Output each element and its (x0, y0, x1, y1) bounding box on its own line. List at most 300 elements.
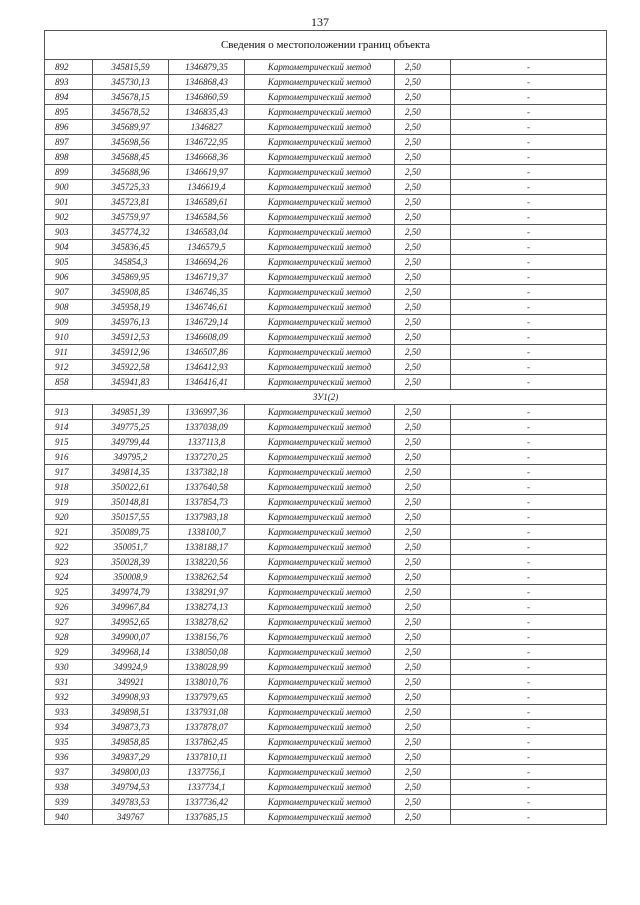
method-cell: Картометрический метод (245, 600, 395, 615)
method-cell: Картометрический метод (245, 750, 395, 765)
coord-y-cell: 1338100,7 (169, 525, 245, 540)
coord-x-cell: 345854,3 (93, 255, 169, 270)
coord-y-cell: 1346879,35 (169, 60, 245, 75)
note-cell: - (451, 150, 607, 165)
point-number-cell: 931 (45, 675, 93, 690)
table-row (45, 105, 607, 120)
coord-x-cell: 345688,45 (93, 150, 169, 165)
accuracy-cell: 2,50 (395, 615, 451, 630)
method-cell: Картометрический метод (245, 420, 395, 435)
method-cell: Картометрический метод (245, 720, 395, 735)
method-cell: Картометрический метод (245, 330, 395, 345)
coord-x-cell: 345976,13 (93, 315, 169, 330)
point-number-cell: 912 (45, 360, 93, 375)
table-row (45, 525, 607, 540)
point-number-cell: 937 (45, 765, 93, 780)
point-number-cell: 907 (45, 285, 93, 300)
method-cell: Картометрический метод (245, 510, 395, 525)
accuracy-cell: 2,50 (395, 495, 451, 510)
table-row (45, 285, 607, 300)
method-cell: Картометрический метод (245, 630, 395, 645)
method-cell: Картометрический метод (245, 780, 395, 795)
accuracy-cell: 2,50 (395, 750, 451, 765)
coord-y-cell: 1337270,25 (169, 450, 245, 465)
table-row (45, 60, 607, 75)
coord-y-cell: 1346619,97 (169, 165, 245, 180)
point-number-cell: 898 (45, 150, 93, 165)
method-cell: Картометрический метод (245, 315, 395, 330)
table-row (45, 735, 607, 750)
coord-x-cell: 349783,53 (93, 795, 169, 810)
coord-y-cell: 1346722,95 (169, 135, 245, 150)
coord-y-cell: 1337931,08 (169, 705, 245, 720)
method-cell: Картометрический метод (245, 645, 395, 660)
note-cell: - (451, 810, 607, 825)
note-cell: - (451, 660, 607, 675)
table-row (45, 180, 607, 195)
coord-y-cell: 1346583,04 (169, 225, 245, 240)
method-cell: Картометрический метод (245, 105, 395, 120)
coord-x-cell: 345836,45 (93, 240, 169, 255)
table-row (45, 345, 607, 360)
point-number-cell: 899 (45, 165, 93, 180)
table-row (45, 120, 607, 135)
coord-y-cell: 1346719,37 (169, 270, 245, 285)
coord-y-cell: 1338050,08 (169, 645, 245, 660)
table-title-row (45, 31, 607, 60)
accuracy-cell: 2,50 (395, 735, 451, 750)
accuracy-cell: 2,50 (395, 120, 451, 135)
accuracy-cell: 2,50 (395, 480, 451, 495)
method-cell: Картометрический метод (245, 555, 395, 570)
note-cell: - (451, 450, 607, 465)
accuracy-cell: 2,50 (395, 285, 451, 300)
coord-y-cell: 1346746,61 (169, 300, 245, 315)
point-number-cell: 905 (45, 255, 93, 270)
accuracy-cell: 2,50 (395, 345, 451, 360)
coord-x-cell: 345678,15 (93, 90, 169, 105)
table-row (45, 255, 607, 270)
coord-y-cell: 1346729,14 (169, 315, 245, 330)
note-cell: - (451, 120, 607, 135)
table-row (45, 315, 607, 330)
table-row (45, 615, 607, 630)
accuracy-cell: 2,50 (395, 795, 451, 810)
method-cell: Картометрический метод (245, 705, 395, 720)
coord-x-cell: 345815,59 (93, 60, 169, 75)
accuracy-cell: 2,50 (395, 645, 451, 660)
table-row (45, 705, 607, 720)
accuracy-cell: 2,50 (395, 435, 451, 450)
table-row (45, 570, 607, 585)
accuracy-cell: 2,50 (395, 195, 451, 210)
method-cell: Картометрический метод (245, 120, 395, 135)
accuracy-cell: 2,50 (395, 270, 451, 285)
point-number-cell: 892 (45, 60, 93, 75)
accuracy-cell: 2,50 (395, 420, 451, 435)
table-row (45, 330, 607, 345)
coord-y-cell: 1338188,17 (169, 540, 245, 555)
note-cell: - (451, 795, 607, 810)
note-cell: - (451, 345, 607, 360)
accuracy-cell: 2,50 (395, 240, 451, 255)
point-number-cell: 913 (45, 405, 93, 420)
method-cell: Картометрический метод (245, 195, 395, 210)
table-row (45, 375, 607, 390)
coord-y-cell: 1338220,56 (169, 555, 245, 570)
point-number-cell: 936 (45, 750, 93, 765)
table-row (45, 600, 607, 615)
method-cell: Картометрический метод (245, 345, 395, 360)
coord-x-cell: 349767 (93, 810, 169, 825)
accuracy-cell: 2,50 (395, 60, 451, 75)
coord-y-cell: 1337810,11 (169, 750, 245, 765)
accuracy-cell: 2,50 (395, 600, 451, 615)
coord-y-cell: 1337756,1 (169, 765, 245, 780)
coord-x-cell: 350022,61 (93, 480, 169, 495)
accuracy-cell: 2,50 (395, 105, 451, 120)
note-cell: - (451, 645, 607, 660)
table-row (45, 780, 607, 795)
boundary-coordinates-table (44, 30, 607, 825)
point-number-cell: 929 (45, 645, 93, 660)
coord-y-cell: 1337685,15 (169, 810, 245, 825)
accuracy-cell: 2,50 (395, 330, 451, 345)
note-cell: - (451, 525, 607, 540)
note-cell: - (451, 90, 607, 105)
note-cell: - (451, 570, 607, 585)
note-cell: - (451, 600, 607, 615)
coord-y-cell: 1337382,18 (169, 465, 245, 480)
coord-y-cell: 1346746,35 (169, 285, 245, 300)
point-number-cell: 895 (45, 105, 93, 120)
coord-y-cell: 1338291,97 (169, 585, 245, 600)
method-cell: Картометрический метод (245, 465, 395, 480)
coord-y-cell: 1346619,4 (169, 180, 245, 195)
accuracy-cell: 2,50 (395, 375, 451, 390)
accuracy-cell: 2,50 (395, 675, 451, 690)
accuracy-cell: 2,50 (395, 705, 451, 720)
point-number-cell: 897 (45, 135, 93, 150)
table-row (45, 660, 607, 675)
coord-x-cell: 349795,2 (93, 450, 169, 465)
coord-y-cell: 1337734,1 (169, 780, 245, 795)
table-row (45, 585, 607, 600)
note-cell: - (451, 465, 607, 480)
method-cell: Картометрический метод (245, 690, 395, 705)
accuracy-cell: 2,50 (395, 630, 451, 645)
point-number-cell: 904 (45, 240, 93, 255)
point-number-cell: 930 (45, 660, 93, 675)
coord-y-cell: 1346589,61 (169, 195, 245, 210)
accuracy-cell: 2,50 (395, 165, 451, 180)
coord-y-cell: 1346584,56 (169, 210, 245, 225)
note-cell: - (451, 510, 607, 525)
table-row (45, 270, 607, 285)
point-number-cell: 916 (45, 450, 93, 465)
method-cell: Картометрический метод (245, 240, 395, 255)
note-cell: - (451, 315, 607, 330)
coord-y-cell: 1337878,07 (169, 720, 245, 735)
accuracy-cell: 2,50 (395, 570, 451, 585)
method-cell: Картометрический метод (245, 525, 395, 540)
method-cell: Картометрический метод (245, 660, 395, 675)
coord-y-cell: 1337862,45 (169, 735, 245, 750)
note-cell: - (451, 360, 607, 375)
coord-y-cell: 1346507,86 (169, 345, 245, 360)
table-row (45, 675, 607, 690)
point-number-cell: 858 (45, 375, 93, 390)
coord-x-cell: 345912,53 (93, 330, 169, 345)
method-cell: Картометрический метод (245, 495, 395, 510)
accuracy-cell: 2,50 (395, 150, 451, 165)
point-number-cell: 939 (45, 795, 93, 810)
note-cell: - (451, 285, 607, 300)
table-row (45, 540, 607, 555)
coord-x-cell: 350148,81 (93, 495, 169, 510)
table-row (45, 435, 607, 450)
point-number-cell: 906 (45, 270, 93, 285)
point-number-cell: 918 (45, 480, 93, 495)
accuracy-cell: 2,50 (395, 315, 451, 330)
accuracy-cell: 2,50 (395, 225, 451, 240)
table-row (45, 195, 607, 210)
point-number-cell: 923 (45, 555, 93, 570)
coord-x-cell: 349794,53 (93, 780, 169, 795)
table-row (45, 75, 607, 90)
coord-x-cell: 349814,35 (93, 465, 169, 480)
table-row (45, 135, 607, 150)
coord-y-cell: 1346694,26 (169, 255, 245, 270)
table-row (45, 165, 607, 180)
point-number-cell: 940 (45, 810, 93, 825)
point-number-cell: 893 (45, 75, 93, 90)
note-cell: - (451, 780, 607, 795)
coord-x-cell: 345774,32 (93, 225, 169, 240)
note-cell: - (451, 705, 607, 720)
coord-y-cell: 1338010,76 (169, 675, 245, 690)
note-cell: - (451, 690, 607, 705)
point-number-cell: 914 (45, 420, 93, 435)
note-cell: - (451, 420, 607, 435)
coord-x-cell: 350028,39 (93, 555, 169, 570)
coord-y-cell: 1337640,58 (169, 480, 245, 495)
accuracy-cell: 2,50 (395, 555, 451, 570)
coord-y-cell: 1346412,93 (169, 360, 245, 375)
table-row (45, 795, 607, 810)
coord-y-cell: 1346668,36 (169, 150, 245, 165)
coord-x-cell: 349837,29 (93, 750, 169, 765)
method-cell: Картометрический метод (245, 765, 395, 780)
table-row (45, 360, 607, 375)
coord-y-cell: 1337854,73 (169, 495, 245, 510)
method-cell: Картометрический метод (245, 570, 395, 585)
accuracy-cell: 2,50 (395, 690, 451, 705)
section-row (45, 390, 607, 405)
note-cell: - (451, 435, 607, 450)
coord-x-cell: 349799,44 (93, 435, 169, 450)
coord-y-cell: 1338274,13 (169, 600, 245, 615)
note-cell: - (451, 675, 607, 690)
coord-x-cell: 350157,55 (93, 510, 169, 525)
coord-y-cell: 1337113,8 (169, 435, 245, 450)
point-number-cell: 901 (45, 195, 93, 210)
method-cell: Картометрический метод (245, 255, 395, 270)
table-row (45, 240, 607, 255)
method-cell: Картометрический метод (245, 795, 395, 810)
accuracy-cell: 2,50 (395, 660, 451, 675)
point-number-cell: 933 (45, 705, 93, 720)
table-body (45, 31, 607, 825)
table-row (45, 630, 607, 645)
accuracy-cell: 2,50 (395, 585, 451, 600)
point-number-cell: 921 (45, 525, 93, 540)
coord-y-cell: 1336997,36 (169, 405, 245, 420)
method-cell: Картометрический метод (245, 450, 395, 465)
table-row (45, 750, 607, 765)
coord-x-cell: 350051,7 (93, 540, 169, 555)
table-row (45, 810, 607, 825)
note-cell: - (451, 585, 607, 600)
accuracy-cell: 2,50 (395, 300, 451, 315)
point-number-cell: 908 (45, 300, 93, 315)
coord-y-cell: 1346860,59 (169, 90, 245, 105)
coord-x-cell: 345908,85 (93, 285, 169, 300)
accuracy-cell: 2,50 (395, 510, 451, 525)
coord-y-cell: 1346868,43 (169, 75, 245, 90)
method-cell: Картометрический метод (245, 360, 395, 375)
accuracy-cell: 2,50 (395, 720, 451, 735)
note-cell: - (451, 615, 607, 630)
coord-y-cell: 1338156,76 (169, 630, 245, 645)
coord-x-cell: 349924,9 (93, 660, 169, 675)
coord-x-cell: 345958,19 (93, 300, 169, 315)
table-row (45, 495, 607, 510)
coord-x-cell: 345759,97 (93, 210, 169, 225)
coord-x-cell: 345723,81 (93, 195, 169, 210)
method-cell: Картометрический метод (245, 210, 395, 225)
coord-x-cell: 349851,39 (93, 405, 169, 420)
coord-x-cell: 349974,79 (93, 585, 169, 600)
point-number-cell: 922 (45, 540, 93, 555)
table-row (45, 510, 607, 525)
coord-x-cell: 345725,33 (93, 180, 169, 195)
note-cell: - (451, 375, 607, 390)
coord-x-cell: 349952,65 (93, 615, 169, 630)
note-cell: - (451, 735, 607, 750)
coord-x-cell: 349968,14 (93, 645, 169, 660)
coord-x-cell: 349775,25 (93, 420, 169, 435)
method-cell: Картометрический метод (245, 90, 395, 105)
accuracy-cell: 2,50 (395, 780, 451, 795)
coord-x-cell: 349967,84 (93, 600, 169, 615)
point-number-cell: 911 (45, 345, 93, 360)
table-row (45, 765, 607, 780)
accuracy-cell: 2,50 (395, 255, 451, 270)
note-cell: - (451, 765, 607, 780)
table-row (45, 150, 607, 165)
point-number-cell: 902 (45, 210, 93, 225)
note-cell: - (451, 105, 607, 120)
coord-x-cell: 345869,95 (93, 270, 169, 285)
method-cell: Картометрический метод (245, 285, 395, 300)
page-number: 137 (311, 15, 329, 29)
coord-x-cell: 345922,58 (93, 360, 169, 375)
point-number-cell: 894 (45, 90, 93, 105)
accuracy-cell: 2,50 (395, 810, 451, 825)
method-cell: Картометрический метод (245, 405, 395, 420)
point-number-cell: 909 (45, 315, 93, 330)
method-cell: Картометрический метод (245, 270, 395, 285)
method-cell: Картометрический метод (245, 585, 395, 600)
point-number-cell: 932 (45, 690, 93, 705)
coord-x-cell: 350089,75 (93, 525, 169, 540)
note-cell: - (451, 630, 607, 645)
coord-y-cell: 1337038,09 (169, 420, 245, 435)
table-title: Сведения о местоположении границ объекта (45, 31, 607, 60)
table-row (45, 420, 607, 435)
method-cell: Картометрический метод (245, 675, 395, 690)
note-cell: - (451, 255, 607, 270)
coord-x-cell: 345688,96 (93, 165, 169, 180)
accuracy-cell: 2,50 (395, 540, 451, 555)
accuracy-cell: 2,50 (395, 75, 451, 90)
note-cell: - (451, 240, 607, 255)
table-row (45, 465, 607, 480)
table-row (45, 480, 607, 495)
note-cell: - (451, 75, 607, 90)
coord-x-cell: 349900,07 (93, 630, 169, 645)
accuracy-cell: 2,50 (395, 765, 451, 780)
coord-x-cell: 349873,73 (93, 720, 169, 735)
method-cell: Картометрический метод (245, 735, 395, 750)
note-cell: - (451, 720, 607, 735)
point-number-cell: 919 (45, 495, 93, 510)
coord-y-cell: 1346608,09 (169, 330, 245, 345)
method-cell: Картометрический метод (245, 60, 395, 75)
point-number-cell: 910 (45, 330, 93, 345)
table-row (45, 90, 607, 105)
method-cell: Картометрический метод (245, 435, 395, 450)
method-cell: Картометрический метод (245, 225, 395, 240)
coord-x-cell: 345730,13 (93, 75, 169, 90)
method-cell: Картометрический метод (245, 615, 395, 630)
coord-y-cell: 1346579,5 (169, 240, 245, 255)
point-number-cell: 938 (45, 780, 93, 795)
point-number-cell: 903 (45, 225, 93, 240)
table-row (45, 225, 607, 240)
coord-x-cell: 349908,93 (93, 690, 169, 705)
coord-x-cell: 345698,56 (93, 135, 169, 150)
note-cell: - (451, 540, 607, 555)
method-cell: Картометрический метод (245, 480, 395, 495)
coord-y-cell: 1338262,54 (169, 570, 245, 585)
point-number-cell: 928 (45, 630, 93, 645)
coord-y-cell: 1337979,65 (169, 690, 245, 705)
note-cell: - (451, 270, 607, 285)
table-row (45, 555, 607, 570)
method-cell: Картометрический метод (245, 300, 395, 315)
accuracy-cell: 2,50 (395, 180, 451, 195)
note-cell: - (451, 750, 607, 765)
method-cell: Картометрический метод (245, 540, 395, 555)
table-row (45, 210, 607, 225)
note-cell: - (451, 195, 607, 210)
note-cell: - (451, 165, 607, 180)
note-cell: - (451, 210, 607, 225)
point-number-cell: 924 (45, 570, 93, 585)
accuracy-cell: 2,50 (395, 405, 451, 420)
